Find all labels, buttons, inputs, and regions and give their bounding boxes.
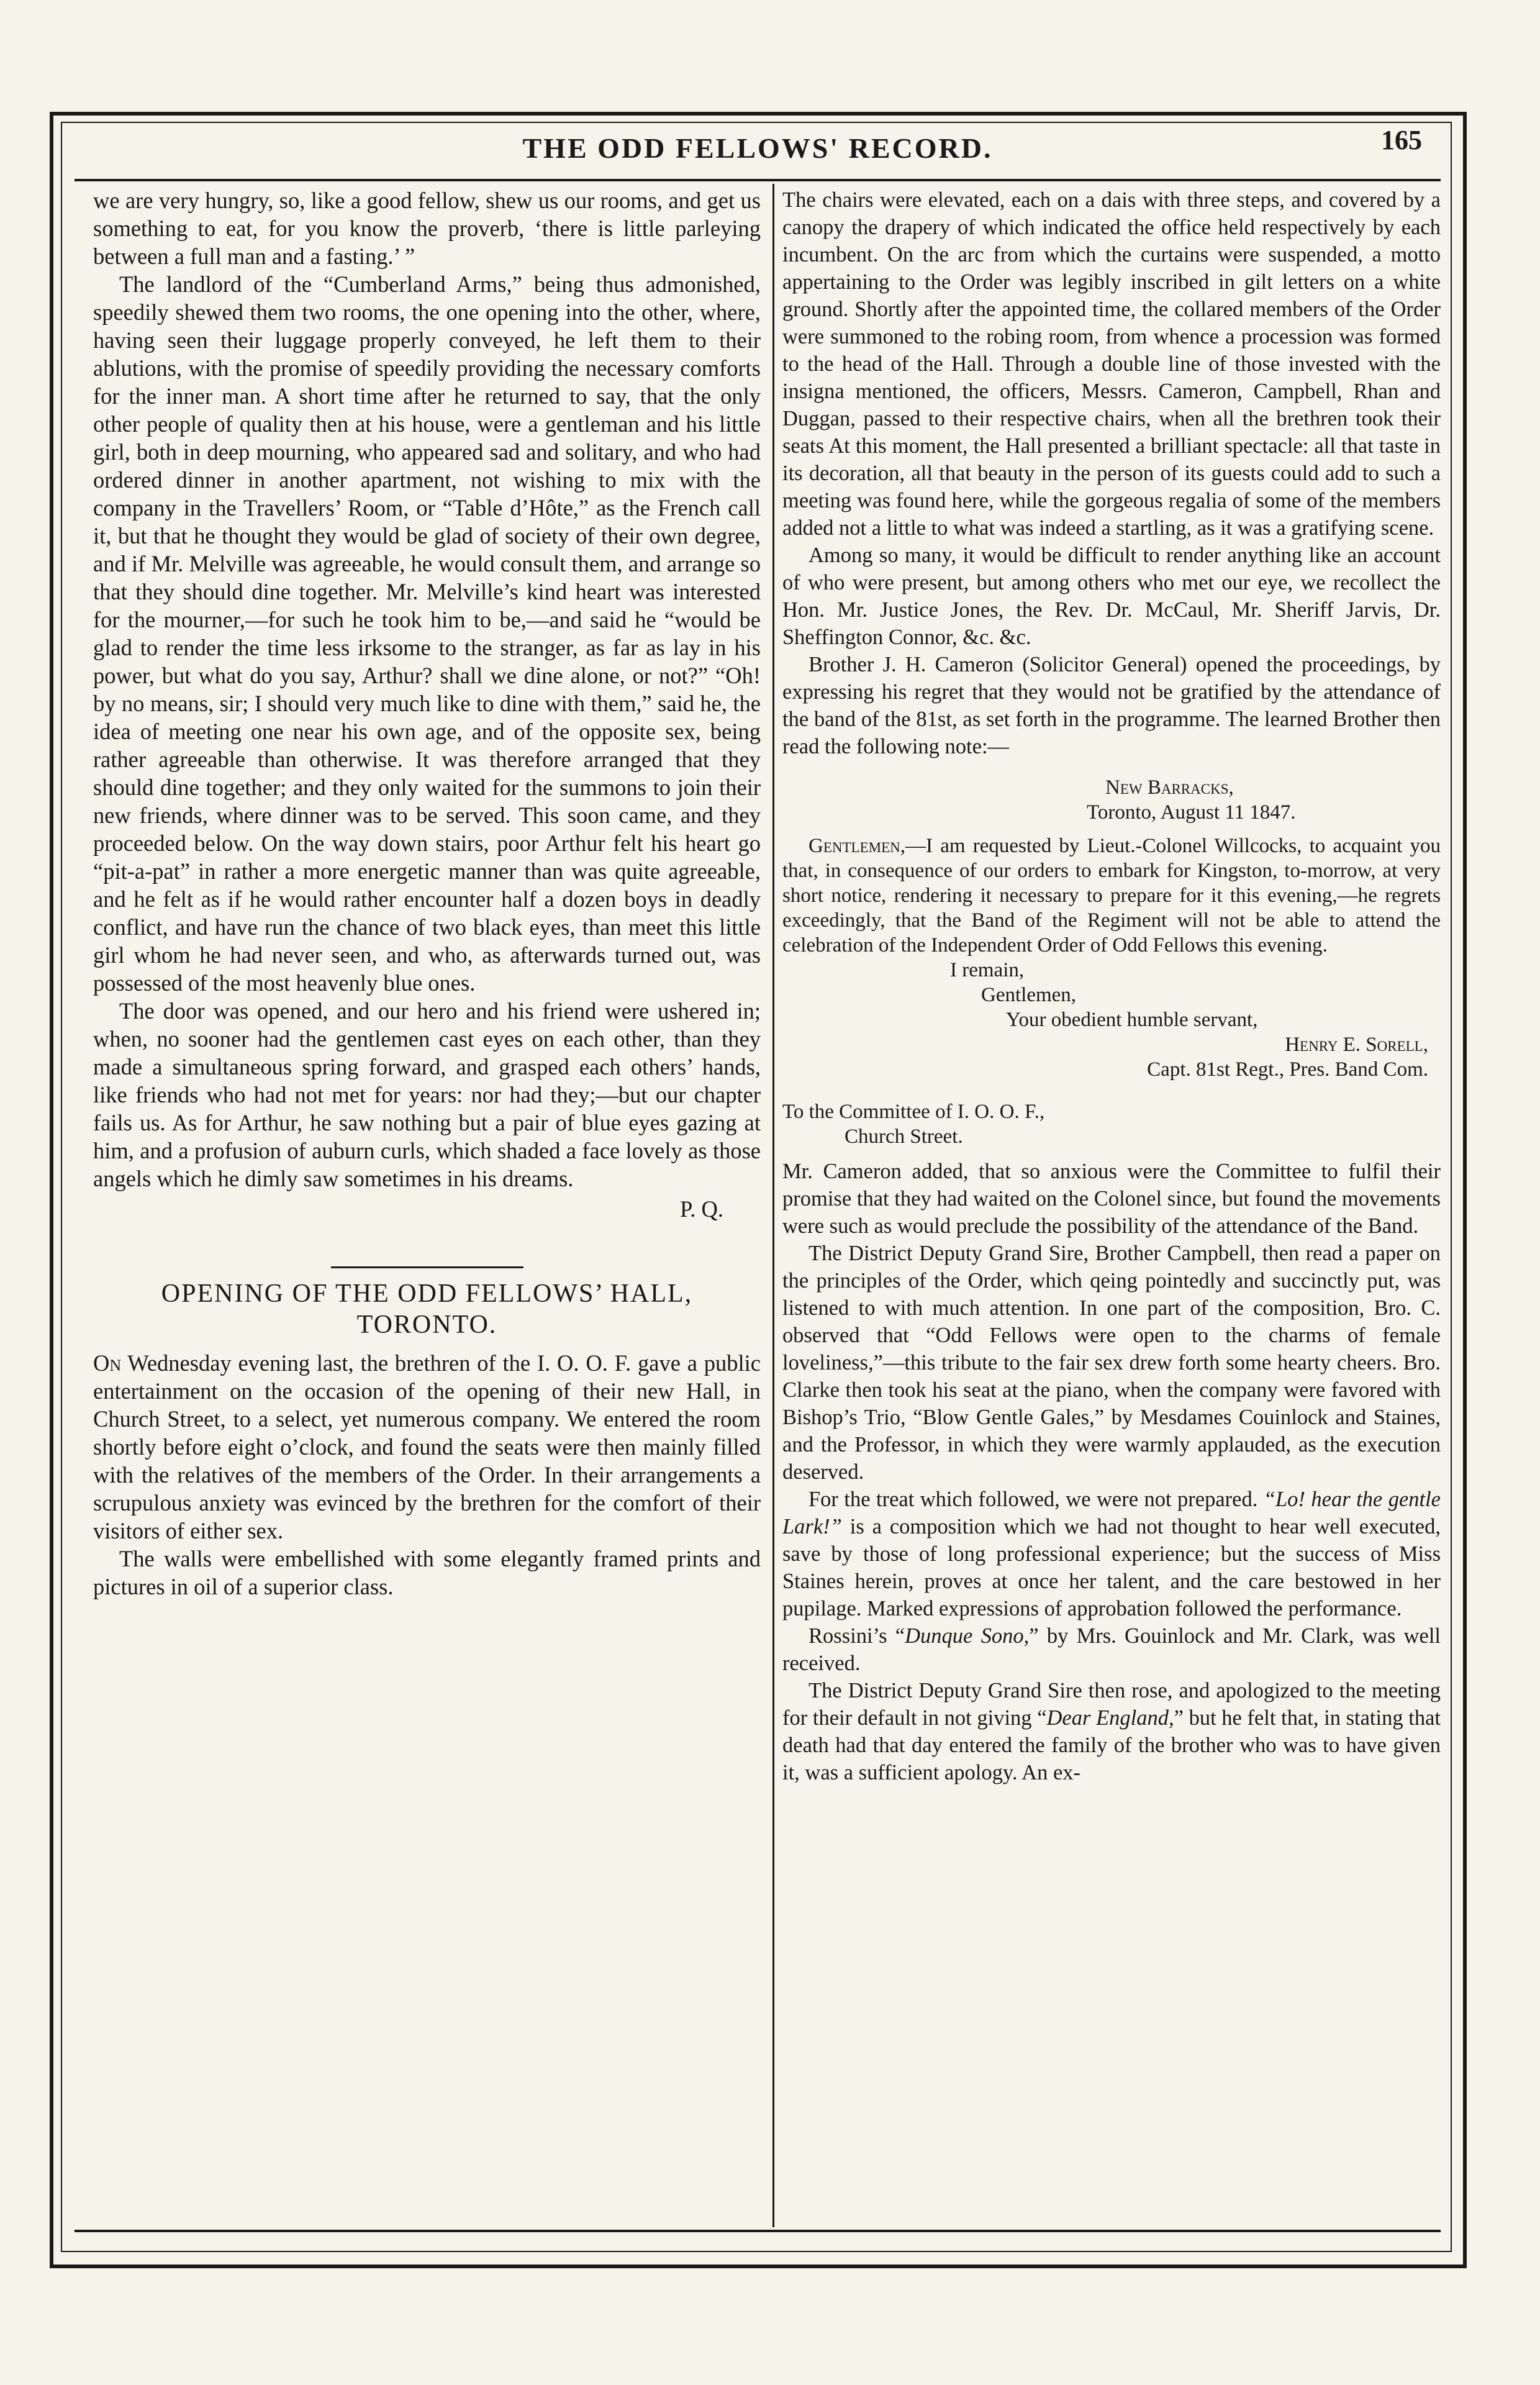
section-heading-line: OPENING OF THE ODD FELLOWS’ HALL, (161, 1279, 693, 1308)
note-rank: Capt. 81st Regt., Pres. Band Com. (1147, 1058, 1428, 1081)
header-rule (75, 179, 1441, 181)
paragraph-text: The District Deputy Grand Sire then rose, and apologized to the meeting for their default in not giving “ (782, 1679, 1441, 1730)
author-signature: P. Q. (680, 1196, 723, 1222)
paragraph: The chairs were elevated, each on a dais with three steps, and covered by a canopy the drapery of which indicated the office held respectively by each incumbent. On the arc from which the curtains were suspended, a motto appertaining to the Order was legibly inscribed in gilt letters on a white ground. Shortly after the appointed time, the collared members of the Order were summoned to the robing room, from whence a procession was formed to the head of the Hall. Through a double line of those invested with the insigna mentioned, the officers, Messrs. Cameron, Campbell, Rhan and Duggan, passed to their respective chairs, when all the brethren took their seats At this moment, the Hall presented a brilliant spectacle: all that taste in its decoration, all that beauty in the person of its guests could add to such a meeting was found here, while the gorgeous regalia of some of the members added not a little to what was indeed a startling, as it was a gratifying scene. (782, 188, 1441, 540)
note-signatory: Henry E. Sorell, (1285, 1034, 1428, 1056)
note-body-text: —I am requested by Lieut.-Colonel Willcocks, to acquaint you that, in consequence of our orders to embark for Kingston, to-morrow, at very short notice, rendering it necessary to prepare for it this evening,—he regrets exceedingly, that the Band of the Regiment will not be able to attend the celebration of the Independent Order of Odd Fellows this evening. (782, 835, 1441, 956)
note-date: Toronto, August 11 1847. (1087, 801, 1296, 824)
paragraph (782, 1622, 1441, 1677)
running-title: THE ODD FELLOWS' RECORD. (522, 132, 993, 164)
paragraph: The landlord of the “Cumberland Arms,” being thus admonished, speedily shewed them two rooms, the one opening into the other, where, having seen their luggage properly conveyed, he left them to their ablutions, with the promise of speedily providing the necessary comforts for the inner man. A short time after he returned to say, that the only other people of quality then at his house, were a gentleman and his little girl, both in deep mourning, who appeared sad and solitary, and who had ordered dinner in another apartment, not wishing to mix with the company in the Travellers’ Room, or “Table d’Hôte,” as the French call it, but that he thought they would be glad of society of their own degree, and if Mr. Melville was agreeable, he would consult them, and arrange so that they should dine together. Mr. Melville’s kind heart was interested for the mourner,—for such he took him to be,—and said he “would be glad to render the time less irksome to the stranger, as far as lay in his power, but what do you say, Arthur? shall we dine alone, or not?” “Oh! by no means, sir; I should very much like to dine with them,” said he, the idea of meeting one near his own age, and of the opposite sex, being rather agreeable than otherwise. It was therefore arranged that they should dine together; and they only waited for the summons to join their new friends, where dinner was to be served. This soon came, and they proceeded below. On the way down stairs, poor Arthur felt his heart go “pit-a-pat” in rather a more energetic manner than was quite agreeable, and he felt as if he would rather encounter half a dozen boys in deadly conflict, and have run the chance of two black eyes, than meet this little girl whom he had never seen, and who, as afterwards turned out, was possessed of the most heavenly blue ones. (93, 271, 761, 996)
note-place: New Barracks, (1105, 776, 1234, 799)
paragraph-text: ” but he felt that, in stating that death had that day entered the family of the brother who was to have given it, was a sufficient apology. An ex- (782, 1706, 1441, 1784)
paragraph (93, 1349, 761, 1545)
note-salutation: Gentlemen, (808, 835, 905, 857)
paragraph-text: Rossini’s “ (808, 1624, 905, 1648)
section-heading-line: TORONTO. (356, 1311, 497, 1339)
footer-rule (75, 2230, 1441, 2232)
paragraph-text: Wednesday evening last, the brethren of the I. O. O. F. gave a public entertainment on the occasion of the opening of their new Hall, in Church Street, to a select, yet numerous company. We entered the room shortly before eight o’clock, and found the seats were then mainly filled with the relatives of the members of the Order. In their arrangements a scrupulous anxiety was evinced by the brethren for the comfort of their visitors of either sex. (93, 1350, 761, 1543)
paragraph-text: is a composition which we had not thought to hear well executed, save by those of long professional experience; but the success of Miss Staines herein, proves at once her talent, and the care bestowed in her pupilage. Marked expressions of approbation followed the performance. (782, 1515, 1441, 1620)
left-column (93, 186, 761, 2230)
page-header (75, 124, 1441, 174)
note-body (782, 834, 1441, 958)
note-addressee: To the Committee of I. O. O. F., (782, 1101, 1045, 1123)
note-closing: Gentlemen, (981, 984, 1077, 1006)
right-column (782, 186, 1441, 2230)
column-divider (772, 184, 774, 2227)
quoted-note (782, 775, 1441, 1158)
page-number: 165 (1381, 125, 1422, 155)
paragraph: The walls were embellished with some elegantly framed prints and pictures in oil of a superior class. (93, 1546, 761, 1599)
lead-word: On (93, 1350, 122, 1376)
note-closing: I remain, (950, 959, 1025, 981)
section-rule (331, 1266, 523, 1268)
paragraph: Brother J. H. Cameron (Solicitor General) opened the proceedings, by expressing his regret that they would not be gratified by the attendance of the band of the 81st, as set forth in the programme. The learned Brother then read the following note:— (782, 653, 1441, 758)
section-heading (93, 1278, 761, 1340)
paragraph: we are very hungry, so, like a good fellow, shew us our rooms, and get us something to eat, for you know the proverb, ‘there is little parleying between a full man and a fasting.’ ” (93, 188, 761, 269)
paragraph: The door was opened, and our hero and his friend were ushered in; when, no sooner had the gentlemen cast eyes on each other, than they made a simultaneous spring forward, and grasped each others’ hands, like friends who had not met for years: nor had they;—but our chapter fails us. As for Arthur, he saw nothing but a pair of blue eyes gazing at him, and a profusion of auburn curls, which shaded a face lovely as those angels which he dimly saw sometimes in his dreams. (93, 998, 761, 1191)
song-title: Dear England, (1046, 1706, 1174, 1730)
paragraph-text: ” by Mrs. Gouinlock and Mr. Clark, was well received. (782, 1624, 1441, 1675)
song-title: “Lo! hear the gentle Lark!” (782, 1488, 1441, 1538)
song-title: Dunque Sono, (905, 1624, 1030, 1648)
note-addressee: Church Street. (845, 1125, 963, 1148)
paragraph (782, 1677, 1441, 1786)
paragraph: Among so many, it would be difficult to render anything like an account of who were present, but among others who met our eye, we recollect the Hon. Mr. Justice Jones, the Rev. Dr. McCaul, Mr. Sheriff Jarvis, Dr. Sheffington Connor, &c. &c. (782, 543, 1441, 649)
note-closing: Your obedient humble servant, (1006, 1009, 1258, 1031)
paragraph (782, 1486, 1441, 1622)
paragraph: Mr. Cameron added, that so anxious were the Committee to fulfil their promise that they had waited on the Colonel since, but found the movements were such as would preclude the possibility of the attendance of the Band. (782, 1160, 1441, 1238)
paragraph: The District Deputy Grand Sire, Brother Campbell, then read a paper on the principles of the Order, which qeing pointedly and succinctly put, was listened to with much attention. In one part of the composition, Bro. C. observed that “Odd Fellows were open to the charms of female loveliness,”—this tribute to the fair sex drew forth some hearty cheers. Bro. Clarke then took his seat at the piano, when the company were favored with Bishop’s Trio, “Blow Gentle Gales,” by Mesdames Couinlock and Staines, and the Professor, in which they were warmly applauded, as the execution deserved. (782, 1242, 1441, 1484)
paragraph-text: For the treat which followed, we were not prepared. (808, 1488, 1264, 1511)
